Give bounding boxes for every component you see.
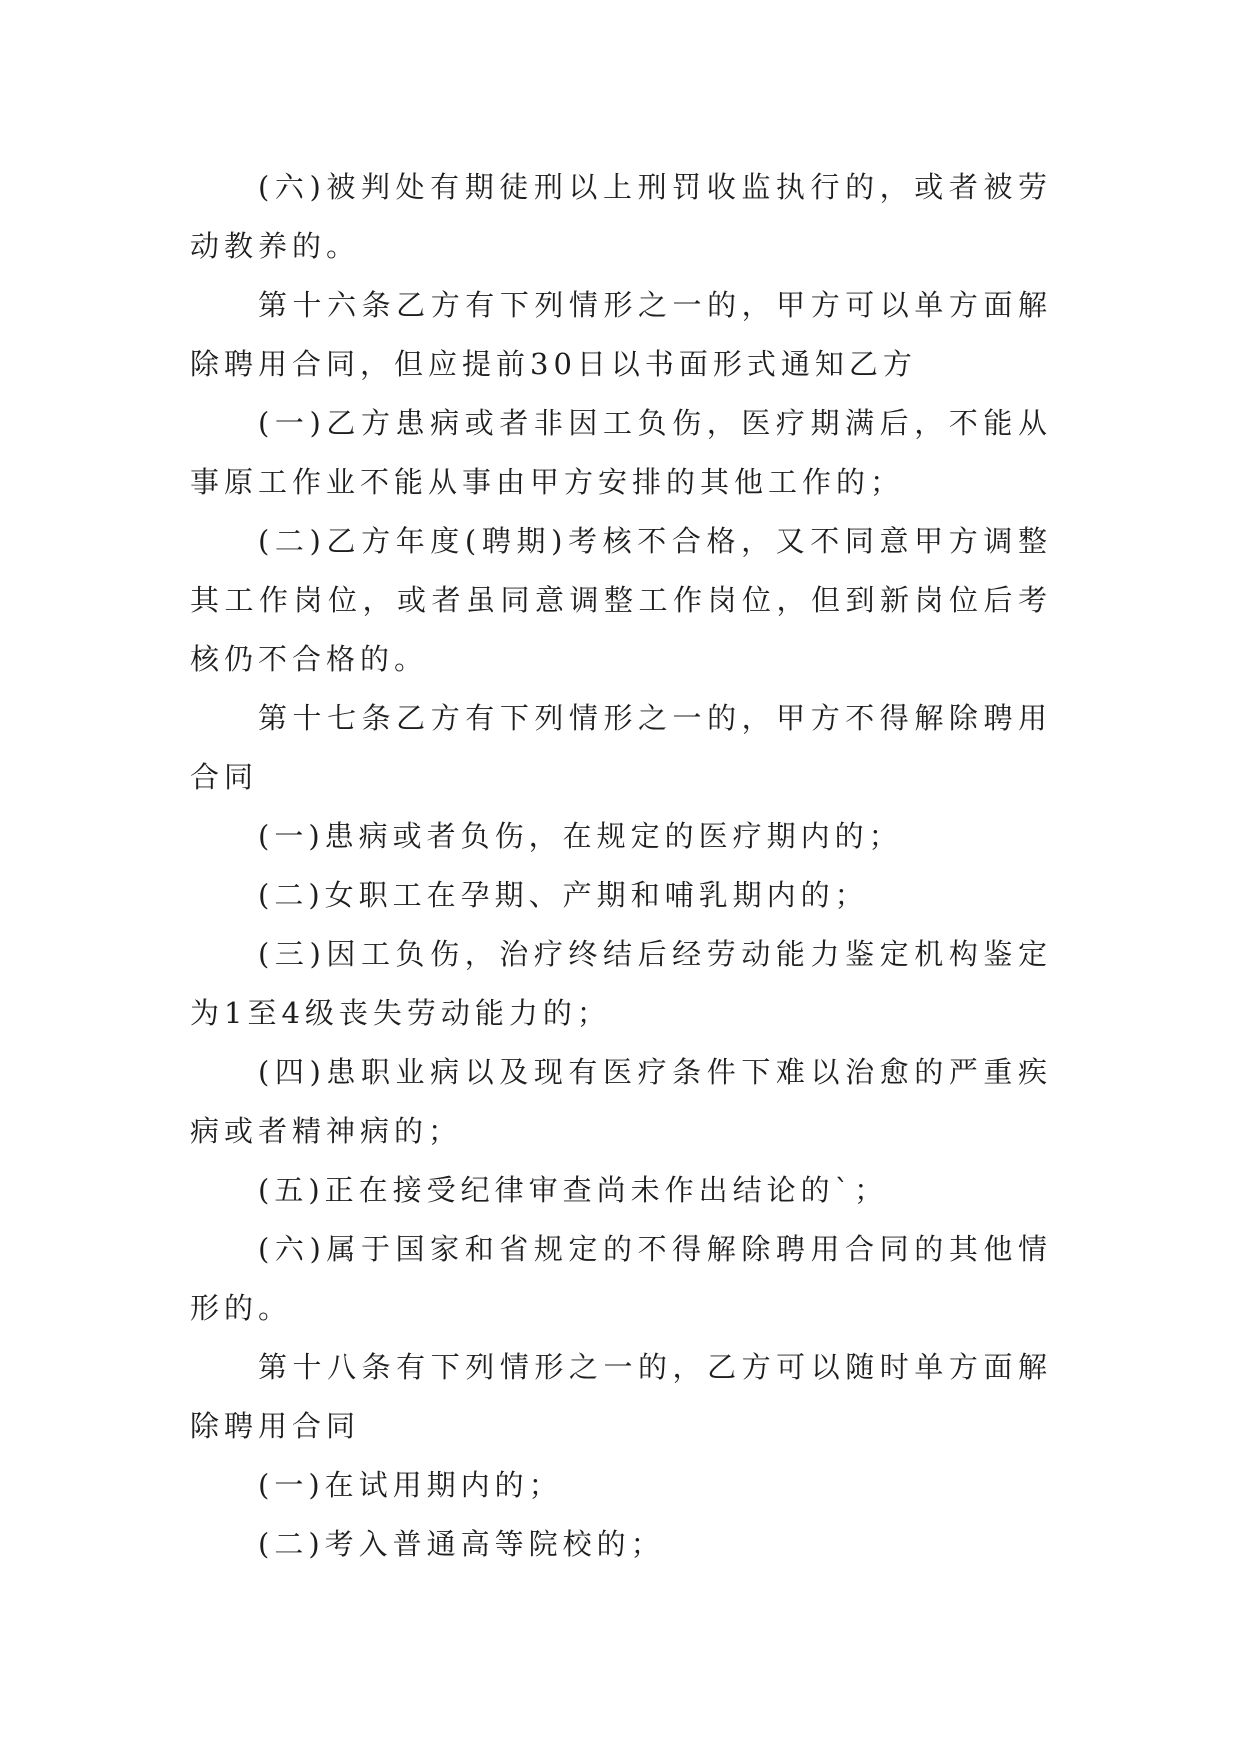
document-body (190, 158, 1052, 1574)
paragraph-article-17-item-1: (一)患病或者负伤，在规定的医疗期内的； (258, 819, 903, 853)
paragraph-article-17-item-4: (四)患职业病以及现有医疗条件下难以治愈的严重疾病或者精神病的； (190, 1055, 1052, 1148)
paragraph-article-16: 第十六条乙方有下列情形之一的，甲方可以单方面解除聘用合同，但应提前30日以书面形式通知乙方 (190, 288, 1052, 381)
paragraph-article-17-item-2: (二)女职工在孕期、产期和哺乳期内的； (258, 878, 869, 912)
paragraph-article-17-item-3: (三)因工负伤，治疗终结后经劳动能力鉴定机构鉴定为1至4级丧失劳动能力的； (190, 937, 1052, 1030)
paragraph-clause-6-conviction: (六)被判处有期徒刑以上刑罚收监执行的，或者被劳动教养的。 (190, 170, 1052, 263)
paragraph-article-17: 第十七条乙方有下列情形之一的，甲方不得解除聘用合同 (190, 701, 1052, 794)
paragraph-article-18: 第十八条有下列情形之一的，乙方可以随时单方面解除聘用合同 (190, 1350, 1052, 1443)
paragraph-article-16-item-1: (一)乙方患病或者非因工负伤，医疗期满后，不能从事原工作业不能从事由甲方安排的其他工作的； (190, 406, 1052, 499)
paragraph-article-18-item-2: (二)考入普通高等院校的； (258, 1527, 665, 1561)
paragraph-article-18-item-1: (一)在试用期内的； (258, 1468, 563, 1502)
paragraph-article-16-item-2: (二)乙方年度(聘期)考核不合格，又不同意甲方调整其工作岗位，或者虽同意调整工作岗位，但到新岗位后考核仍不合格的。 (190, 524, 1052, 676)
paragraph-article-17-item-5: (五)正在接受纪律审查尚未作出结论的`； (258, 1173, 889, 1207)
paragraph-article-17-item-6: (六)属于国家和省规定的不得解除聘用合同的其他情形的。 (190, 1232, 1052, 1325)
